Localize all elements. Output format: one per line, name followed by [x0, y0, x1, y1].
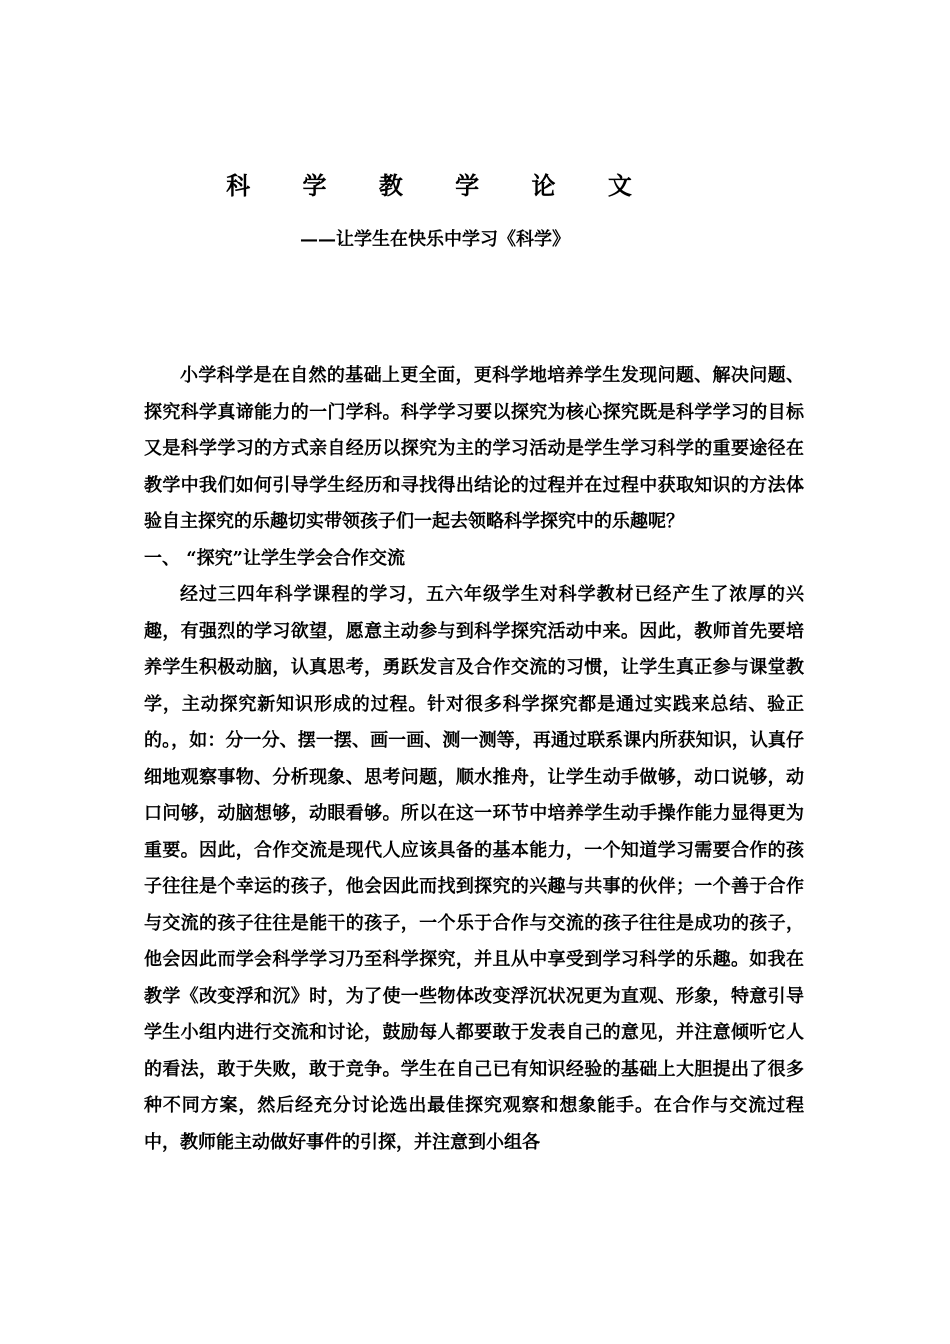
document-body [144, 358, 804, 1161]
document-subtitle: ——让学生在快乐中学习《科学》 [300, 229, 570, 250]
section-paragraph: 经过三四年科学课程的学习，五六年级学生对科学教材已经产生了浓厚的兴趣，有强烈的学习欲望，愿意主动参与到科学探究活动中来。因此，教师首先要培养学生积极动脑，认真思考，勇跃发言及合作交流的习惯，让学生真正参与课堂教学，主动探究新知识形成的过程。针对很多科学探究都是通过实践来总结、验正的。，如：分一分、摆一摆、画一画、测一测等，再通过联系课内所获知识，认真仔细地观察事物、分析现象、思考问题，顺水推舟，让学生动手做够，动口说够，动口问够，动脑想够，动眼看够。所以在这一环节中培养学生动手操作能力显得更为重要。因此，合作交流是现代人应该具备的基本能力，一个知道学习需要合作的孩子往往是个幸运的孩子，他会因此而找到探究的兴趣与共事的伙伴；一个善于合作与交流的孩子往往是能干的孩子，一个乐于合作与交流的孩子往往是成功的孩子，他会因此而学会科学学习乃至科学探究，并且从中享受到学习科学的乐趣。如我在教学《改变浮和沉》时，为了使一些物体改变浮沉状况更为直观、形象，特意引导学生小组内进行交流和讨论，鼓励每人都要敢于发表自己的意见，并注意倾听它人的看法，敢于失败，敢于竞争。学生在自己已有知识经验的基础上大胆提出了很多种不同方案，然后经充分讨论选出最佳探究观察和想象能手。在合作与交流过程中，教师能主动做好事件的引探，并注意到小组各 [144, 584, 804, 1153]
document-title: 科 学 教 学 论 文 [226, 171, 654, 200]
section-heading: 一、 “探究”让学生学会合作交流 [144, 547, 405, 569]
intro-paragraph: 小学科学是在自然的基础上更全面，更科学地培养学生发现问题、解决问题、探究科学真谛能力的一门学科。科学学习要以探究为核心探究既是科学学习的目标又是科学学习的方式亲自经历以探究为主的学习活动是学生学习科学的重要途径在教学中我们如何引导学生经历和寻找得出结论的过程并在过程中获取知识的方法体验自主探究的乐趣切实带领孩子们一起去领略科学探究中的乐趣呢？ [144, 365, 804, 532]
